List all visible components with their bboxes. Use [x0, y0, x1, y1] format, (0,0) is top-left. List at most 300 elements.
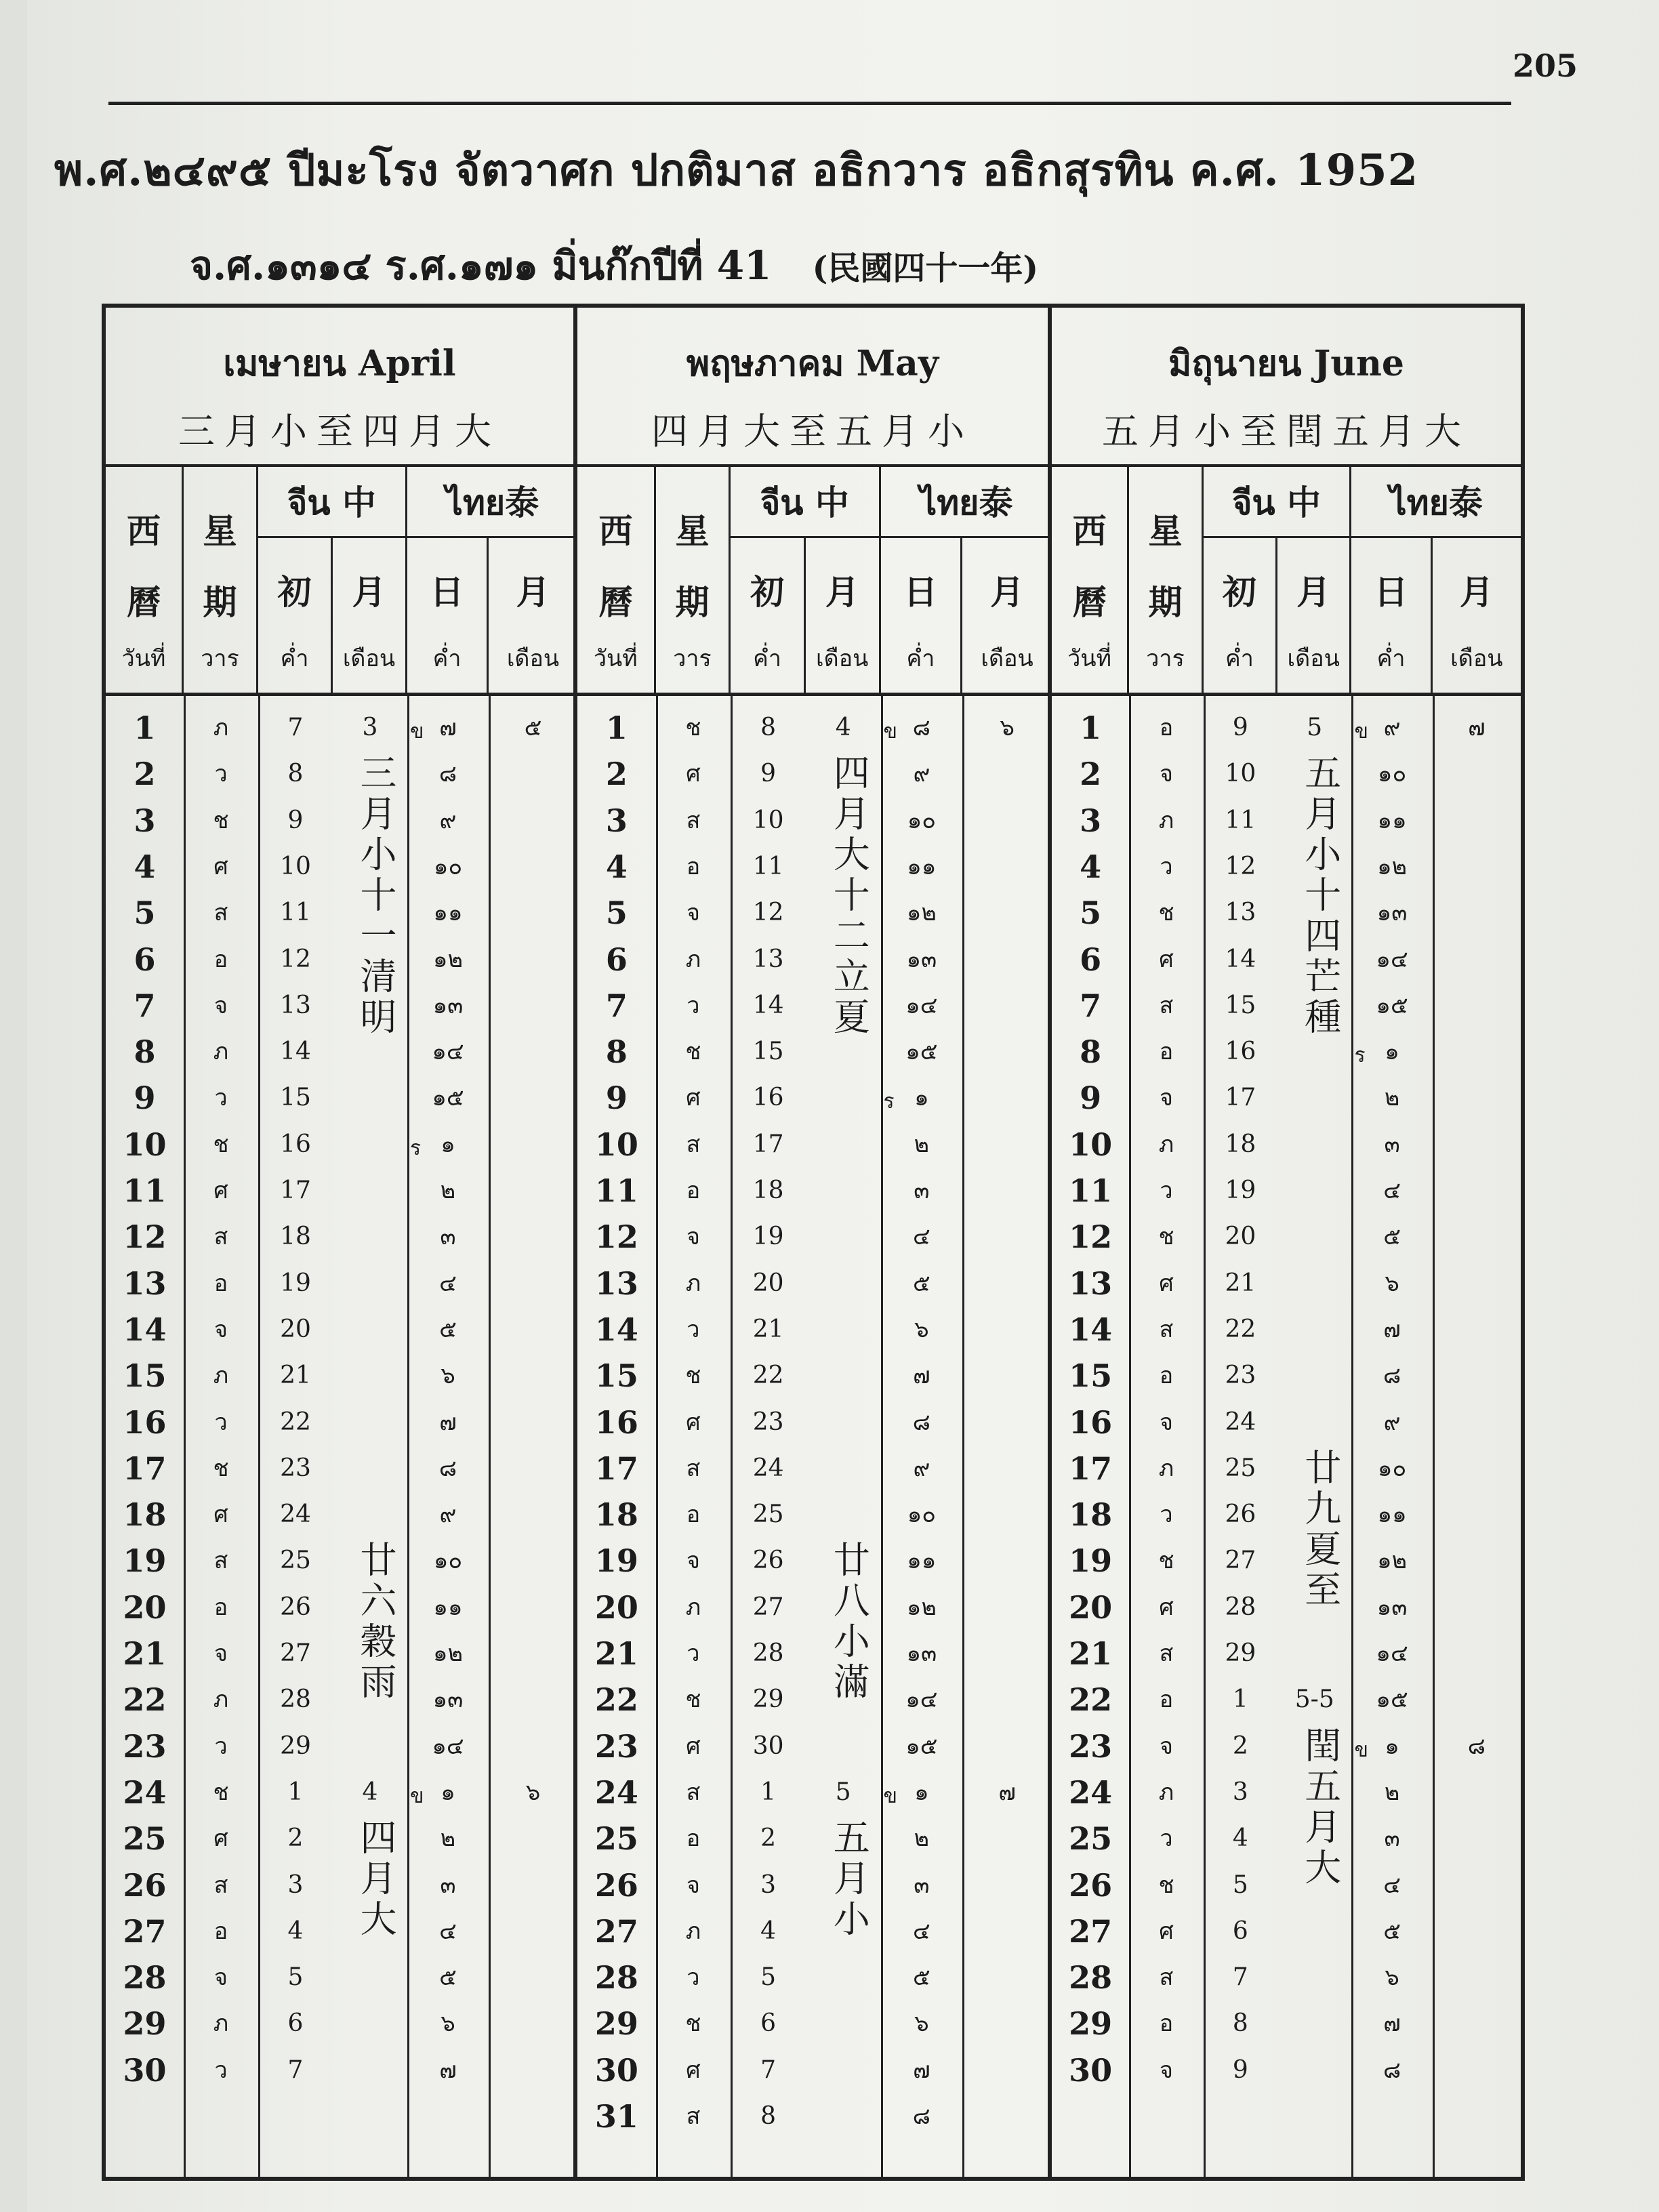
weekday-cell: ว	[1160, 1177, 1173, 1204]
date-cell: 1	[1080, 710, 1102, 746]
lunar-day-cell: 4	[287, 1917, 304, 1945]
thai-day-cell: ๓	[1384, 1825, 1400, 1853]
col-lunar-day-header	[258, 538, 333, 694]
thai-day-cell: ๙	[913, 760, 930, 788]
col-header-thai: เดือน	[1287, 645, 1340, 672]
col-header-thai: ค่ำ	[906, 645, 935, 672]
lunar-day-cell: 19	[1225, 1176, 1256, 1204]
lunar-day-cell: 15	[1225, 991, 1256, 1019]
lunar-day-cell: 3	[760, 1870, 777, 1899]
thai-day-cell: ๑๒	[433, 1640, 463, 1667]
date-cell: 8	[134, 1033, 156, 1071]
date-cell: 25	[1069, 1820, 1113, 1858]
thai-day-cell: ๘	[438, 760, 457, 788]
thai-day-cell: ๑๕	[432, 1084, 464, 1112]
date-cell: 13	[123, 1265, 167, 1302]
header-rule	[108, 102, 1511, 105]
thai-day-cell: ๑๔	[432, 1732, 464, 1760]
date-cell: 26	[1069, 1866, 1113, 1904]
weekday-cell: ส	[1159, 1315, 1174, 1343]
weekday-cell: ศ	[213, 1825, 228, 1853]
table-row	[577, 2003, 1048, 2044]
lunar-day-cell: 3	[287, 1870, 304, 1899]
thai-day-cell: ๔	[439, 1269, 457, 1297]
waxing-mark: ข	[1354, 720, 1368, 743]
lunar-day-cell: 24	[752, 1454, 784, 1482]
thai-day-cell: ๙	[1383, 714, 1401, 741]
weekday-cell: ศ	[1159, 1269, 1174, 1297]
lunar-day-cell: 2	[760, 1824, 777, 1853]
weekday-cell: จ	[687, 899, 700, 927]
table-row	[1052, 2050, 1521, 2091]
table-row	[577, 1170, 1048, 1211]
lunar-day-cell: 27	[1225, 1547, 1256, 1575]
weekday-cell: อ	[686, 853, 701, 880]
lunar-day-cell: 17	[752, 1130, 784, 1158]
thai-day-cell: ๑๕	[1376, 1686, 1408, 1714]
weekday-cell: อ	[213, 1269, 228, 1297]
table-row	[1052, 1124, 1521, 1165]
table-row	[1052, 800, 1521, 841]
lunar-day-cell: 19	[280, 1269, 311, 1297]
month-name-thai: พฤษภาคม May	[686, 343, 939, 384]
waning-mark: ร	[1354, 1044, 1366, 1068]
lunar-day-cell: 20	[752, 1269, 784, 1297]
weekday-cell: ศ	[213, 1501, 228, 1529]
col-header-thai: วาร	[1146, 645, 1185, 672]
thai-day-cell: ๗	[439, 2056, 457, 2084]
col-header-char: 日	[903, 572, 938, 612]
col-header-thai: ค่ำ	[280, 645, 309, 672]
weekday-cell: จ	[1160, 1732, 1173, 1760]
lunar-day-cell: 4	[1232, 1824, 1248, 1853]
date-cell: 8	[605, 1033, 628, 1071]
col-header-char: 曆	[598, 582, 633, 622]
thai-group-header: ไทย泰	[881, 467, 1052, 538]
weekday-cell: ภ	[213, 714, 229, 741]
table-row	[106, 800, 573, 841]
date-cell: 22	[1069, 1681, 1113, 1719]
weekday-cell: ช	[1158, 899, 1174, 927]
thai-day-cell: ๕	[1383, 1223, 1401, 1251]
table-row	[106, 2050, 573, 2091]
weekday-cell: ช	[213, 1130, 229, 1158]
table-row	[106, 1818, 573, 1859]
date-cell: 9	[605, 1080, 628, 1117]
table-row	[1052, 1633, 1521, 1674]
date-cell: 28	[594, 1959, 638, 1996]
col-header-char: 初	[277, 572, 312, 612]
lunar-note-3: 四月大	[354, 1818, 397, 1941]
header-bottom-rule	[577, 693, 1048, 696]
date-cell: 17	[594, 1450, 638, 1487]
lunar-day-cell: 14	[1225, 945, 1256, 973]
table-row	[1052, 1865, 1521, 1906]
lunar-day-cell: 15	[280, 1084, 311, 1112]
title-line-2	[190, 234, 1477, 297]
lunar-note-2: 廿八小滿	[827, 1540, 871, 1704]
date-cell: 13	[1069, 1265, 1113, 1302]
weekday-cell: ภ	[213, 1686, 229, 1714]
weekday-cell: ช	[1158, 1223, 1174, 1251]
table-row	[106, 1865, 573, 1906]
col-header-char: 月	[1296, 572, 1331, 612]
lunar-day-cell: 11	[280, 899, 311, 927]
thai-day-cell: ๗	[913, 2056, 930, 2084]
weekday-cell: จ	[214, 991, 228, 1019]
col-thai-month-header	[489, 538, 577, 694]
lunar-day-cell: 10	[752, 806, 784, 834]
lunar-day-cell: 2	[287, 1824, 304, 1853]
lunar-day-cell: 7	[1232, 1963, 1248, 1992]
month-name-thai: มิถุนายน June	[1168, 343, 1404, 384]
table-row	[106, 1216, 573, 1257]
col-header-char: 期	[675, 582, 710, 622]
date-cell: 19	[123, 1542, 167, 1580]
weekday-cell: ช	[213, 806, 229, 834]
thai-day-cell: ๑๔	[1376, 945, 1408, 973]
lunar-day-cell: 8	[760, 2102, 777, 2130]
thai-day-cell: ๙	[913, 1454, 930, 1482]
thai-day-cell: ๑๒	[1377, 853, 1408, 880]
col-header-thai: วันที่	[1067, 645, 1112, 672]
thai-day-cell: ๕	[1383, 1917, 1401, 1945]
date-cell: 18	[594, 1496, 638, 1534]
table-row	[106, 1309, 573, 1350]
weekday-cell: ศ	[213, 1177, 228, 1204]
lunar-day-cell: 6	[760, 2009, 777, 2038]
date-cell: 3	[134, 802, 156, 839]
thai-day-cell: ๕	[439, 1964, 457, 1992]
weekday-cell: ภ	[213, 2010, 229, 2038]
chinese-group-header: จีน 中	[1204, 467, 1352, 538]
lunar-day-cell: 20	[1225, 1223, 1256, 1251]
lunar-day-cell: 23	[280, 1454, 311, 1482]
lunar-day-cell: 8	[287, 760, 304, 788]
col-header-thai: เดือน	[1450, 645, 1503, 672]
table-row	[106, 1911, 573, 1952]
col-header-thai: ค่ำ	[753, 645, 782, 672]
weekday-cell: ศ	[1159, 1593, 1174, 1621]
lunar-day-cell: 17	[1225, 1084, 1256, 1112]
weekday-cell: ช	[685, 1362, 701, 1390]
weekday-cell: ว	[687, 1640, 700, 1667]
lunar-day-cell: 10	[1225, 760, 1256, 788]
date-cell: 30	[594, 2051, 638, 2089]
table-row	[1052, 754, 1521, 794]
weekday-cell: ศ	[1159, 945, 1174, 973]
weekday-cell: ส	[686, 806, 701, 834]
lunar-day-cell: 21	[1225, 1269, 1256, 1297]
thai-day-cell: ๘	[912, 714, 930, 741]
weekday-cell: ช	[1158, 1547, 1174, 1575]
thai-day-cell: ๑๐	[433, 1547, 463, 1575]
thai-day-cell: ๒	[1384, 1084, 1400, 1112]
thai-group-header: ไทย泰	[1351, 467, 1521, 538]
col-header-thai: เดือน	[981, 645, 1033, 672]
thai-day-cell: ๙	[1383, 1408, 1401, 1436]
lunar-day-cell: 12	[1225, 852, 1256, 880]
title-era: จ.ศ.๑๓๑๔ ร.ศ.๑๗๑ มิ่นก๊กปีที่ 41	[190, 243, 772, 289]
table-row	[106, 1263, 573, 1304]
thai-month-start: ๗	[1468, 714, 1486, 741]
thai-day-cell: ๔	[913, 1917, 930, 1945]
weekday-cell: ภ	[685, 1269, 701, 1297]
thai-day-cell: ๖	[441, 2010, 455, 2038]
lunar-day-cell: 28	[1225, 1593, 1256, 1621]
weekday-cell: ส	[213, 1223, 228, 1251]
thai-day-cell: ๗	[1383, 2010, 1401, 2038]
col-header-char: 曆	[127, 582, 161, 622]
date-cell: 8	[1080, 1033, 1102, 1071]
date-cell: 6	[1080, 941, 1102, 978]
weekday-cell: ภ	[1158, 1778, 1174, 1806]
date-cell: 28	[123, 1959, 167, 1996]
lunar-day-cell: 19	[752, 1223, 784, 1251]
weekday-cell: ว	[1160, 853, 1173, 880]
col-lunar-day-header	[731, 538, 806, 694]
lunar-day-cell: 29	[280, 1732, 311, 1760]
thai-day-cell: ๔	[1383, 1177, 1401, 1204]
month-name-chinese: 四月大至五月小	[651, 410, 974, 453]
thai-day-cell: ๖	[914, 2010, 929, 2038]
calendar-table	[102, 304, 1525, 2181]
date-cell: 12	[123, 1218, 167, 1256]
lunar-note-1: 五月小十四芒種	[1298, 754, 1342, 1039]
table-row	[577, 1124, 1048, 1165]
chinese-group-header: จีน 中	[258, 467, 407, 538]
table-row	[1052, 1216, 1521, 1257]
table-row	[577, 1865, 1048, 1906]
thai-day-cell: ๑๒	[1377, 1547, 1408, 1575]
date-cell: 21	[1069, 1635, 1113, 1672]
thai-day-cell: ๒	[1384, 1778, 1400, 1806]
thai-day-cell: ๑๓	[906, 945, 937, 973]
weekday-cell: ส	[686, 1454, 701, 1482]
waxing-mark: ข	[883, 720, 898, 743]
col-lunar-day-header	[1204, 538, 1277, 694]
thai-day-cell: ๑๔	[905, 991, 938, 1019]
lunar-day-cell: 7	[287, 714, 304, 741]
weekday-cell: ภ	[1158, 806, 1174, 834]
weekday-cell: อ	[686, 1177, 701, 1204]
table-row	[577, 1309, 1048, 1350]
col-header-thai: เดือน	[506, 645, 560, 672]
table-row	[1052, 1494, 1521, 1535]
lunar-day-cell: 22	[1225, 1315, 1256, 1343]
header-bottom-rule	[106, 693, 573, 696]
weekday-cell: ว	[214, 2056, 228, 2084]
date-cell: 3	[1080, 802, 1102, 839]
lunar-day-cell: 14	[280, 1038, 311, 1066]
lunar-day-cell: 25	[1225, 1454, 1256, 1482]
thai-day-cell: ๑	[1385, 1038, 1399, 1066]
thai-day-cell: ๔	[1383, 1871, 1401, 1899]
date-cell: 26	[123, 1866, 167, 1904]
table-row	[1052, 1911, 1521, 1952]
lunar-note-2: 廿六穀雨	[354, 1540, 397, 1704]
weekday-cell: ช	[213, 1778, 229, 1806]
weekday-cell: ช	[685, 714, 701, 741]
weekday-cell: ศ	[686, 760, 701, 788]
lunar-day-cell: 8	[760, 714, 777, 741]
weekday-cell: ศ	[686, 2056, 701, 2084]
col-date-header	[577, 467, 656, 694]
table-row	[106, 1633, 573, 1674]
date-cell: 10	[594, 1126, 638, 1163]
col-date-header	[106, 467, 184, 694]
thai-day-cell: ๑๔	[432, 1038, 464, 1066]
date-cell: 4	[605, 848, 628, 885]
lunar-day-cell: 25	[280, 1547, 311, 1575]
date-cell: 25	[594, 1820, 638, 1858]
lunar-day-cell: 9	[1232, 2055, 1248, 2084]
col-header-thai: ค่ำ	[432, 645, 462, 672]
date-cell: 15	[1069, 1357, 1113, 1395]
lunar-day-cell: 5	[1232, 1870, 1248, 1899]
date-cell: 12	[594, 1218, 638, 1256]
lunar-day-cell: 23	[752, 1408, 784, 1436]
lunar-day-cell: 12	[280, 945, 311, 973]
weekday-cell: ว	[1160, 1825, 1173, 1853]
lunar-day-cell: 28	[280, 1685, 311, 1714]
date-cell: 6	[134, 941, 156, 978]
weekday-cell: ช	[1158, 1871, 1174, 1899]
table-row	[1052, 1078, 1521, 1118]
page-number: 205	[1512, 47, 1578, 84]
date-cell: 16	[1069, 1404, 1113, 1441]
thai-day-cell: ๑๓	[1376, 899, 1408, 927]
lunar-day-cell: 30	[752, 1732, 784, 1760]
date-cell: 11	[1069, 1172, 1113, 1209]
weekday-cell: จ	[687, 1547, 700, 1575]
weekday-cell: ว	[214, 1732, 228, 1760]
waxing-mark: ข	[883, 1784, 898, 1808]
col-lunar-month-header	[333, 538, 407, 694]
table-row	[577, 1726, 1048, 1767]
lunar-day-cell: 27	[280, 1639, 311, 1667]
weekday-cell: ศ	[686, 1408, 701, 1436]
thai-day-cell: ๕	[913, 1269, 930, 1297]
weekday-cell: ภ	[1158, 1454, 1174, 1482]
lunar-note-1: 四月大十二立夏	[827, 754, 871, 1039]
date-cell: 29	[594, 2005, 638, 2043]
col-header-char: 初	[750, 572, 785, 612]
col-weekday-header	[656, 467, 731, 694]
lunar-day-cell: 24	[280, 1500, 311, 1529]
thai-day-cell: ๑๒	[906, 1593, 937, 1621]
thai-day-cell: ๑๐	[1377, 1454, 1407, 1482]
lunar-day-cell: 15	[752, 1038, 784, 1066]
col-header-thai: เดือน	[342, 645, 396, 672]
lunar-day-cell: 7	[287, 2055, 304, 2084]
col-thai-day-header	[407, 538, 489, 694]
month-block-3	[1052, 308, 1521, 2177]
thai-day-cell: ๓	[914, 1871, 930, 1899]
lunar-note-3: 五月小	[827, 1818, 871, 1941]
weekday-cell: ส	[686, 2103, 701, 2130]
thai-day-cell: ๘	[912, 1408, 930, 1436]
thai-month-start: ๕	[524, 714, 542, 741]
table-row	[577, 1355, 1048, 1396]
table-row	[577, 1679, 1048, 1720]
date-cell: 1	[605, 710, 628, 746]
lunar-day-cell: 18	[1225, 1130, 1256, 1158]
date-cell: 20	[1069, 1589, 1113, 1626]
thai-day-cell: ๔	[439, 1917, 457, 1945]
weekday-cell: ศ	[213, 853, 228, 880]
col-header-char: 月	[352, 572, 386, 612]
thai-day-cell: ๖	[1385, 1269, 1399, 1297]
table-row	[106, 2003, 573, 2044]
col-weekday-header	[1129, 467, 1203, 694]
weekday-cell: อ	[1159, 2010, 1174, 2038]
weekday-cell: ส	[1159, 991, 1174, 1019]
lunar-day-cell: 20	[280, 1315, 311, 1343]
weekday-cell: ช	[685, 1686, 701, 1714]
table-row	[106, 1124, 573, 1165]
table-row	[106, 1078, 573, 1118]
waning-mark: ร	[883, 1090, 895, 1114]
lunar-day-cell: 23	[1225, 1361, 1256, 1390]
table-row	[106, 1957, 573, 1998]
table-row	[106, 1494, 573, 1535]
lunar-month-start: 3	[362, 714, 378, 741]
weekday-cell: อ	[686, 1825, 701, 1853]
table-row	[577, 846, 1048, 887]
thai-day-cell: ๑๑	[907, 1547, 937, 1575]
date-cell: 17	[123, 1450, 167, 1487]
col-header-char: 日	[1374, 572, 1408, 612]
weekday-cell: ส	[213, 1871, 228, 1899]
col-header-char: 初	[1222, 572, 1256, 612]
thai-day-cell: ๑๐	[1377, 760, 1407, 788]
weekday-cell: จ	[1160, 2056, 1173, 2084]
lunar-day-cell: 29	[752, 1685, 784, 1714]
thai-day-cell: ๖	[1385, 1964, 1399, 1992]
date-cell: 7	[134, 987, 156, 1024]
thai-day-cell: ๒	[914, 1130, 930, 1158]
date-cell: 31	[594, 2098, 638, 2135]
table-row	[1052, 1587, 1521, 1628]
lunar-day-cell: 1	[760, 1778, 777, 1806]
date-cell: 19	[1069, 1542, 1113, 1580]
date-cell: 14	[1069, 1311, 1113, 1348]
date-cell: 15	[123, 1357, 167, 1395]
table-row	[577, 1911, 1048, 1952]
weekday-cell: ภ	[1158, 1130, 1174, 1158]
lunar-day-cell: 9	[760, 760, 777, 788]
date-cell: 17	[1069, 1450, 1113, 1487]
lunar-day-cell: 16	[280, 1130, 311, 1158]
lunar-day-cell: 14	[752, 991, 784, 1019]
table-row	[106, 1587, 573, 1628]
weekday-cell: ส	[213, 1547, 228, 1575]
table-row	[1052, 985, 1521, 1026]
lunar-day-cell: 7	[760, 2055, 777, 2084]
thai-day-cell: ๒	[440, 1177, 456, 1204]
date-cell: 23	[594, 1727, 638, 1765]
thai-day-cell: ๑๐	[433, 853, 463, 880]
weekday-cell: ช	[213, 1454, 229, 1482]
weekday-cell: จ	[214, 1640, 228, 1667]
date-cell: 20	[594, 1589, 638, 1626]
month-header	[577, 308, 1048, 467]
weekday-cell: อ	[1159, 714, 1174, 741]
lunar-day-cell: 1	[1232, 1685, 1248, 1714]
date-cell: 6	[605, 941, 628, 978]
table-row	[1052, 1540, 1521, 1581]
